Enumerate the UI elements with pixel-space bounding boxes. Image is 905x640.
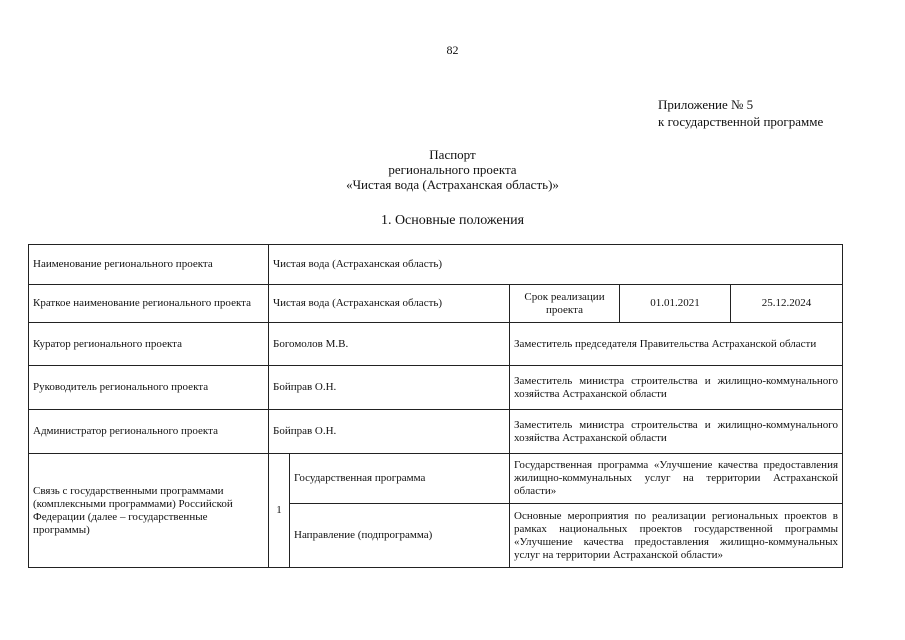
- start-date: 01.01.2021: [620, 285, 731, 323]
- row-number: 1: [269, 454, 290, 568]
- table-row: [29, 410, 843, 454]
- table-row: [29, 454, 843, 504]
- title-line-1: Паспорт: [429, 147, 476, 162]
- admin-position: Заместитель министра строительства и жилищно-коммунального хозяйства Астраханской области: [510, 410, 843, 454]
- table-row: [29, 323, 843, 366]
- row-label: Руководитель регионального проекта: [29, 366, 269, 410]
- direction-value: Основные мероприятия по реализации региональных проектов в рамках национальных проектов государственной программы «Улучшение качества предоставления жилищно-коммунальных услуг на территории Астраханской области»: [510, 504, 843, 568]
- admin-name: Бойправ О.Н.: [269, 410, 510, 454]
- direction-label: Направление (подпрограмма): [290, 504, 510, 568]
- curator-position: Заместитель председателя Правительства Астраханской области: [510, 323, 843, 366]
- appendix-header: [658, 96, 823, 130]
- row-label: Куратор регионального проекта: [29, 323, 269, 366]
- title-line-2: регионального проекта: [388, 162, 517, 177]
- row-value: Чистая вода (Астраханская область): [269, 285, 510, 323]
- term-label: Срок реализации проекта: [510, 285, 620, 323]
- table-row: [29, 245, 843, 285]
- row-label: Краткое наименование регионального проекта: [29, 285, 269, 323]
- curator-name: Богомолов М.В.: [269, 323, 510, 366]
- table-row: [29, 366, 843, 410]
- title-line-3: «Чистая вода (Астраханская область)»: [346, 177, 559, 192]
- page-number: 82: [446, 43, 459, 57]
- passport-table: [28, 244, 843, 568]
- row-label: Связь с государственными программами (комплексными программами) Российской Федерации (далее – государственные программы): [29, 454, 269, 568]
- row-label: Наименование регионального проекта: [29, 245, 269, 285]
- appendix-line-2: к государственной программе: [658, 114, 824, 129]
- program-label: Государственная программа: [290, 454, 510, 504]
- head-name: Бойправ О.Н.: [269, 366, 510, 410]
- section-title: 1. Основные положения: [380, 213, 525, 228]
- head-position: Заместитель министра строительства и жилищно-коммунального хозяйства Астраханской области: [510, 366, 843, 410]
- appendix-line-1: Приложение № 5: [658, 97, 754, 112]
- row-value: Чистая вода (Астраханская область): [269, 245, 843, 285]
- row-label: Администратор регионального проекта: [29, 410, 269, 454]
- end-date: 25.12.2024: [731, 285, 843, 323]
- table-row: [29, 285, 843, 323]
- document-title: [0, 147, 905, 192]
- program-value: Государственная программа «Улучшение качества предоставления жилищно-коммунальных услуг на территории Астраханской области»: [510, 454, 843, 504]
